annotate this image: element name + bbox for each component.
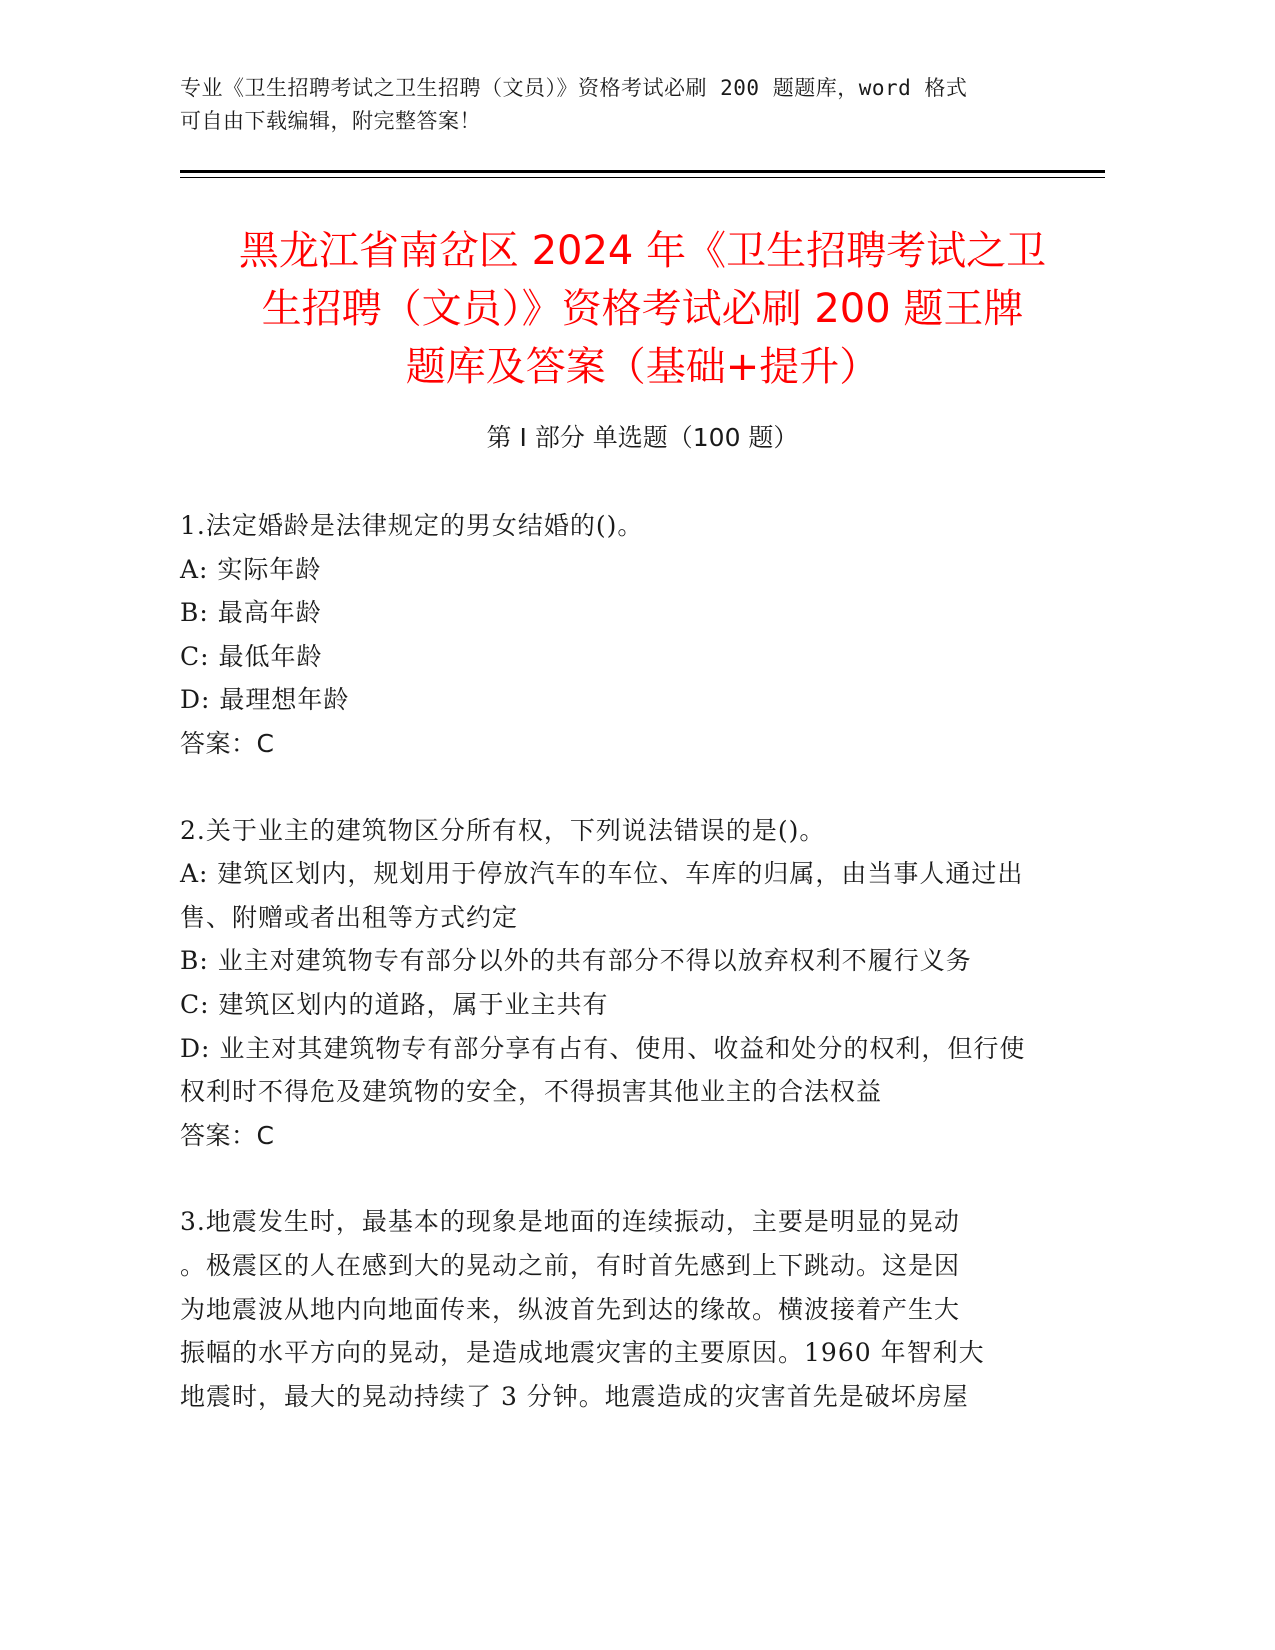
header-divider-thin [180,177,1105,178]
question-stem-line: 地震时，最大的晃动持续了 3 分钟。地震造成的灾害首先是破坏房屋 [180,1381,969,1411]
title-line: 黑龙江省南岔区 2024 年《卫生招聘考试之卫 [238,228,1047,274]
question-stem: 2.关于业主的建筑物区分所有权，下列说法错误的是()。 [180,815,826,845]
question-stem: 1.法定婚龄是法律规定的男女结婚的()。 [180,511,644,540]
question-stem-line: 。极震区的人在感到大的晃动之前，有时首先感到上下跳动。这是因 [180,1250,961,1280]
option-b: B: 业主对建筑物专有部分以外的共有部分不得以放弃权利不履行义务 [180,946,972,976]
header-note-line: 专业《卫生招聘考试之卫生招聘（文员）》资格考试必刷 200 题题库，word 格式 [180,76,968,100]
option-c: C: 最低年龄 [180,641,323,671]
document-title [170,222,1115,396]
header-note [180,72,1025,138]
question-list [180,504,1030,1461]
option-d: D: 最理想年龄 [180,685,350,715]
section-heading: 第 I 部分 单选题（100 题） [486,423,799,452]
answer-label: 答案：C [180,1120,275,1150]
option-a: A: 实际年龄 [180,554,322,584]
header-note-line: 可自由下载编辑，附完整答案！ [180,109,481,133]
title-line: 题库及答案（基础+提升） [405,344,880,390]
option-b: B: 最高年龄 [180,598,322,628]
question-stem-line: 3.地震发生时，最基本的现象是地面的连续振动，主要是明显的晃动 [180,1207,960,1237]
header-divider-thick [180,170,1105,173]
question-3 [180,1200,1030,1418]
title-line: 生招聘（文员）》资格考试必刷 200 题王牌 [261,286,1024,332]
option-d: D: 业主对其建筑物专有部分享有占有、使用、收益和处分的权利，但行使权利时不得危及建筑物的安全，不得损害其他业主的合法权益 [180,1033,1026,1107]
question-2 [180,809,1030,1158]
question-stem-line: 为地震波从地内向地面传来，纵波首先到达的缘故。横波接着产生大 [180,1294,961,1324]
option-a: A: 建筑区划内，规划用于停放汽车的车位、车库的归属，由当事人通过出售、附赠或者出租等方式约定 [180,859,1024,932]
question-stem-line: 振幅的水平方向的晃动，是造成地震灾害的主要原因。1960 年智利大 [180,1338,985,1368]
answer-label: 答案：C [180,728,275,758]
option-c: C: 建筑区划内的道路，属于业主共有 [180,989,609,1019]
question-1 [180,504,1030,766]
